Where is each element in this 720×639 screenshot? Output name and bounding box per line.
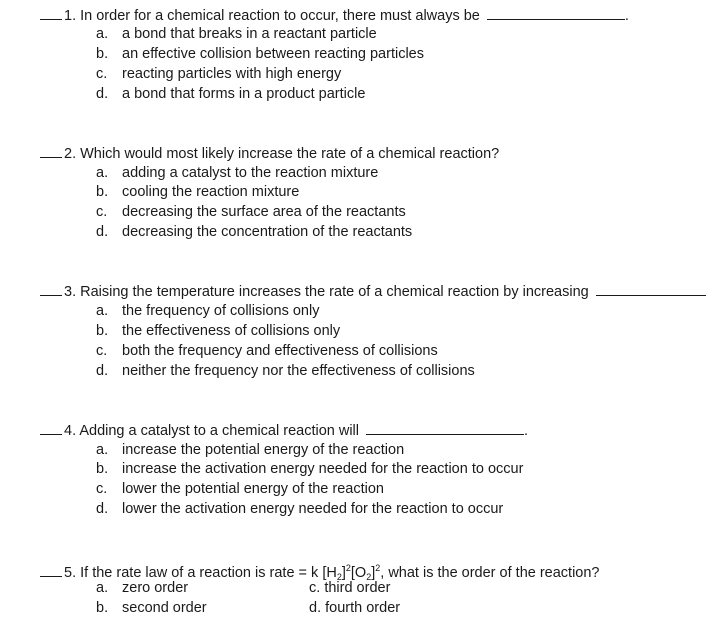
- question-3-option-c[interactable]: c. both the frequency and effectiveness of collisions: [96, 343, 438, 359]
- question-2-option-b[interactable]: b. cooling the reaction mixture: [96, 184, 300, 200]
- question-2-option-d[interactable]: d. decreasing the concentration of the reactants: [96, 224, 413, 240]
- question-5-option-c[interactable]: c. third order: [309, 580, 391, 596]
- fill-in-blank[interactable]: [366, 421, 524, 435]
- question-5-option-d[interactable]: d. fourth order: [309, 600, 401, 616]
- question-1-stem: 1. In order for a chemical reaction to occur, there must always be .: [40, 6, 629, 25]
- question-3-stem: 3. Raising the temperature increases the rate of a chemical reaction by increasing: [40, 282, 706, 301]
- question-1-option-c[interactable]: c. reacting particles with high energy: [96, 66, 342, 82]
- question-2-option-a[interactable]: a. adding a catalyst to the reaction mixture: [96, 165, 379, 181]
- answer-blank[interactable]: [40, 6, 62, 20]
- answer-blank[interactable]: [40, 563, 62, 577]
- question-1-option-b[interactable]: b. an effective collision between reacting particles: [96, 46, 424, 62]
- question-4-stem: 4. Adding a catalyst to a chemical reaction will .: [40, 421, 528, 440]
- question-4-option-b[interactable]: b. increase the activation energy needed for the reaction to occur: [96, 461, 524, 477]
- question-4-option-d[interactable]: d. lower the activation energy needed for the reaction to occur: [96, 501, 504, 517]
- question-1-option-a[interactable]: a. a bond that breaks in a reactant particle: [96, 26, 377, 42]
- question-2-stem: 2. Which would most likely increase the rate of a chemical reaction?: [40, 144, 499, 163]
- question-3-option-b[interactable]: b. the effectiveness of collisions only: [96, 323, 341, 339]
- question-2-option-c[interactable]: c. decreasing the surface area of the reactants: [96, 204, 406, 220]
- question-5-stem: 5. If the rate law of a reaction is rate = k $[H_2]^2[O_2]^2$, what is the order of the reaction?: [40, 559, 600, 586]
- fill-in-blank[interactable]: [596, 282, 706, 296]
- question-3-option-a[interactable]: a. the frequency of collisions only: [96, 303, 320, 319]
- question-4-option-a[interactable]: a. increase the potential energy of the reaction: [96, 442, 405, 458]
- answer-blank[interactable]: [40, 282, 62, 296]
- question-5-option-a[interactable]: a. zero order: [96, 580, 189, 596]
- question-4-option-c[interactable]: c. lower the potential energy of the reaction: [96, 481, 384, 497]
- answer-blank[interactable]: [40, 144, 62, 158]
- fill-in-blank[interactable]: [487, 6, 625, 20]
- question-5-option-b[interactable]: b. second order: [96, 600, 207, 616]
- question-1-option-d[interactable]: d. a bond that forms in a product particle: [96, 86, 366, 102]
- question-3-option-d[interactable]: d. neither the frequency nor the effectiveness of collisions: [96, 363, 475, 379]
- answer-blank[interactable]: [40, 421, 62, 435]
